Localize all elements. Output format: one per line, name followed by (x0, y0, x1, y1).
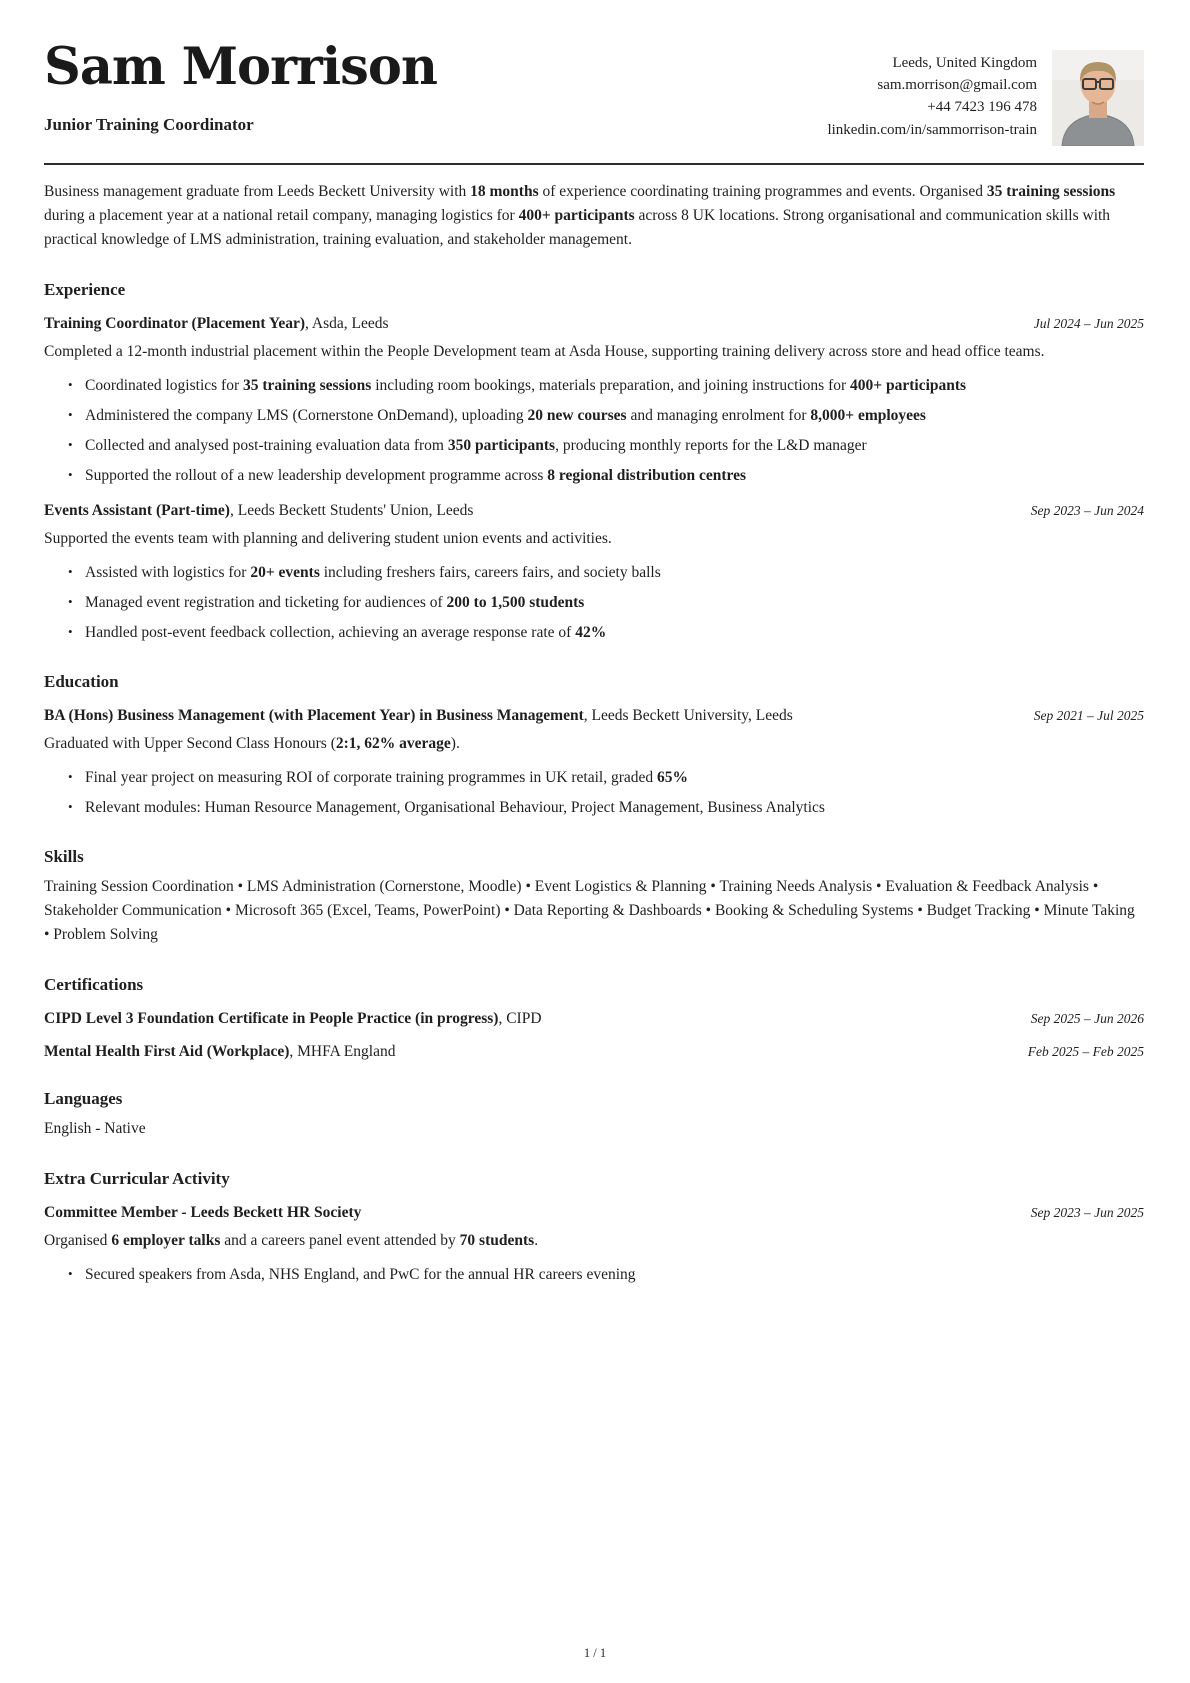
entry-title: Events Assistant (Part-time), Leeds Beckett Students' Union, Leeds (44, 501, 474, 519)
entry-title: Mental Health First Aid (Workplace), MHFA England (44, 1043, 396, 1061)
section-extra-curricular (44, 1169, 1144, 1286)
section-languages (44, 1089, 1144, 1141)
entry-dates: Sep 2025 – Jun 2026 (1030, 1011, 1144, 1027)
entry-header (44, 1010, 1144, 1028)
experience-entry (44, 315, 1144, 487)
section-certifications (44, 975, 1144, 1061)
bullet-list (44, 563, 1144, 644)
entry-description: Supported the events team with planning and delivering student union events and activities. (44, 529, 612, 547)
bullet-item: • Coordinated logistics for 35 training sessions including room bookings, materials preparation, and joining instructions for 400+ participants (85, 376, 1144, 397)
entry-header (44, 707, 1144, 725)
entry-dates: Jul 2024 – Jun 2025 (1033, 316, 1144, 332)
certification-entry (44, 1043, 1144, 1061)
contact-location: Leeds, United Kingdom (892, 55, 1037, 71)
contact-info (827, 50, 1037, 141)
section-heading-education: Education (44, 672, 119, 691)
entry-dates: Sep 2023 – Jun 2024 (1030, 502, 1144, 518)
extra-curricular-entry (44, 1204, 1144, 1286)
contact-email: sam.morrison@gmail.com (877, 77, 1037, 94)
bullet-item: • Administered the company LMS (Cornerstone OnDemand), uploading 20 new courses and managing enrolment for 8,000+ employees (85, 406, 1144, 427)
section-heading-certifications: Certifications (44, 975, 144, 995)
contact-phone: +44 7423 196 478 (927, 99, 1037, 116)
headshot-photo-placeholder (1052, 50, 1144, 146)
contact-linkedin: linkedin.com/in/sammorrison-train (827, 121, 1037, 138)
entry-header (44, 502, 1144, 520)
person-name: Sam Morrison (44, 37, 437, 97)
bullet-item: • Managed event registration and ticketing for audiences of 200 to 1,500 students (85, 593, 1144, 614)
header-divider (44, 163, 1144, 165)
profile-photo (1052, 50, 1144, 146)
section-skills (44, 847, 1144, 947)
certification-entry (44, 1010, 1144, 1028)
bullet-item: • Relevant modules: Human Resource Management, Organisational Behaviour, Project Management, Business Analytics (85, 798, 1144, 819)
entry-title: Committee Member - Leeds Beckett HR Society (44, 1204, 362, 1222)
bullet-item: • Final year project on measuring ROI of corporate training programmes in UK retail, graded 65% (85, 768, 1144, 789)
header-contact-block (827, 40, 1144, 146)
bullet-item: • Handled post-event feedback collection, achieving an average response rate of 42% (85, 623, 1144, 644)
entry-title: BA (Hons) Business Management (with Placement Year) in Business Management, Leeds Beckett University, Leeds (44, 707, 793, 724)
section-experience (44, 280, 1144, 644)
bullet-item: • Secured speakers from Asda, NHS England, and PwC for the annual HR careers evening (85, 1265, 1144, 1286)
bullet-item: • Collected and analysed post-training evaluation data from 350 participants, producing monthly reports for the L&D manager (85, 436, 1144, 457)
entry-title: CIPD Level 3 Foundation Certificate in People Practice (in progress), CIPD (44, 1010, 542, 1028)
bullet-list (44, 768, 1144, 819)
entry-description: Graduated with Upper Second Class Honours (2:1, 62% average). (44, 735, 460, 752)
entry-header (44, 1043, 1144, 1061)
section-heading-skills: Skills (44, 847, 84, 867)
section-heading-experience: Experience (44, 280, 126, 300)
entry-header (44, 315, 1144, 333)
entry-title: Training Coordinator (Placement Year), Asda, Leeds (44, 315, 389, 333)
bullet-item: • Supported the rollout of a new leadership development programme across 8 regional distribution centres (85, 466, 1144, 487)
bullet-list (44, 376, 1144, 487)
education-entry (44, 707, 1144, 819)
entry-description: Organised 6 employer talks and a careers panel event attended by 70 students. (44, 1232, 539, 1250)
entry-dates: Feb 2025 – Feb 2025 (1027, 1044, 1144, 1060)
section-heading-extra-curricular: Extra Curricular Activity (44, 1169, 230, 1189)
entry-dates: Sep 2023 – Jun 2025 (1030, 1205, 1144, 1221)
entry-dates: Sep 2021 – Jul 2025 (1033, 708, 1144, 723)
skills-list: Training Session Coordination • LMS Administration (Cornerstone, Moodle) • Event Logistics & Planning • Training Needs Analysis • Evaluation & Feedback Analysis • Stakeholder Communication • Microsoft 365 (Excel, Teams, PowerPoint) • Data Reporting & Dashboards • Booking & Scheduling Systems • Budget Tracking • Minute Taking • Problem Solving (44, 878, 1135, 944)
header (44, 37, 1144, 146)
section-education (44, 672, 1144, 819)
entry-description: Completed a 12-month industrial placement within the People Development team at Asda House, supporting training delivery across store and head office teams. (44, 343, 1045, 361)
summary-paragraph: Business management graduate from Leeds Beckett University with 18 months of experience coordinating training programmes and events. Organised 35 training sessions during a placement year at a national retail company, managing logistics for 400+ participants across 8 UK locations. Strong organisational and communication skills with practical knowledge of LMS administration, training evaluation, and stakeholder management. (44, 183, 1116, 249)
experience-entry (44, 502, 1144, 644)
entry-header (44, 1204, 1144, 1222)
section-heading-languages: Languages (44, 1089, 123, 1109)
job-title: Junior Training Coordinator (44, 115, 254, 134)
page-indicator: 1 / 1 (583, 1646, 607, 1660)
bullet-list (44, 1265, 1144, 1286)
bullet-item: • Assisted with logistics for 20+ events including freshers fairs, careers fairs, and society balls (85, 563, 1144, 584)
languages-text: English - Native (44, 1120, 146, 1138)
header-identity (44, 37, 437, 135)
